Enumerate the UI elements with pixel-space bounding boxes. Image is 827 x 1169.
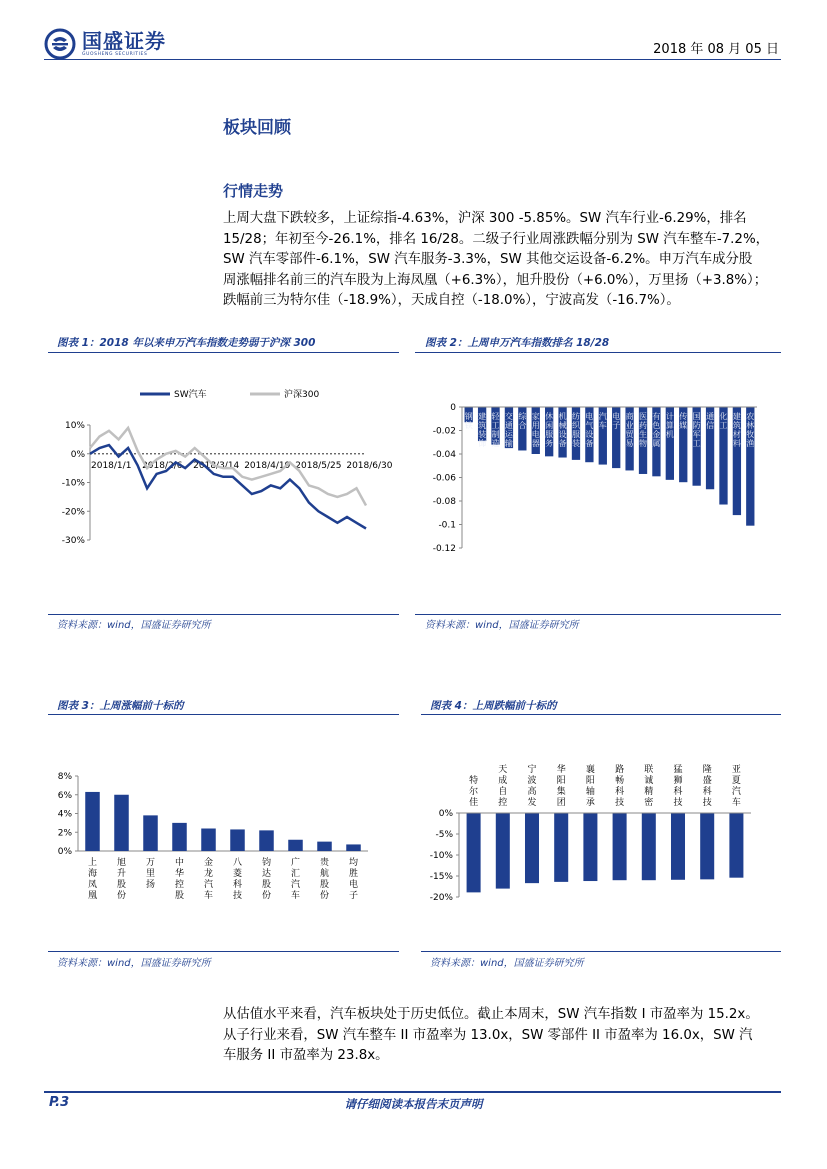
category-label: 车: [731, 798, 741, 808]
category-label: 控: [174, 880, 185, 890]
category-label: 华: [556, 765, 566, 775]
category-label: 汽: [290, 880, 301, 890]
category-label: 车: [598, 421, 607, 430]
category-label: 技: [673, 798, 683, 808]
category-label: 算: [665, 421, 674, 430]
category-label: 汽: [598, 412, 607, 421]
legend-label: SW汽车: [174, 390, 207, 400]
page-number: P.3: [49, 1095, 70, 1110]
y-tick-label: -15%: [429, 872, 453, 882]
y-tick-label: -0.04: [432, 450, 456, 460]
figure3-bottom-rule: [48, 951, 399, 952]
bar: [496, 813, 510, 889]
category-label: 团: [556, 798, 566, 808]
y-tick-label: -5%: [435, 830, 453, 840]
category-label: 龙: [203, 869, 214, 879]
x-tick-label: 2018/6/30: [346, 460, 393, 471]
category-label: 轻: [491, 412, 500, 421]
category-label: 属: [652, 439, 661, 448]
category-label: 凰: [87, 891, 98, 901]
paragraph-line: 15/28；年初至今-26.1%，排名 16/28。二级子行业周涨跌幅分别为 SW 汽车整车-7.2%，: [223, 231, 770, 247]
category-label: 钧: [261, 858, 272, 868]
category-label: 计: [665, 412, 674, 421]
category-label: 佳: [469, 798, 479, 808]
category-label: 防: [692, 421, 701, 430]
paragraph-line: 车服务 II 市盈率为 23.8x。: [223, 1048, 389, 1063]
y-tick-label: -30%: [61, 536, 85, 546]
y-tick-label: -20%: [429, 893, 453, 903]
category-label: 升: [116, 869, 127, 879]
category-label: 医: [639, 412, 648, 421]
bar: [259, 830, 274, 851]
paragraph-line: 跌幅前三为特尔佳（-18.9%），天成自控（-18.0%），宁波高发（-16.7%）。: [223, 293, 680, 308]
category-label: 金: [652, 430, 661, 439]
figure2-title: 图表 2：上周申万汽车指数排名 18/28: [425, 337, 610, 349]
category-label: 钢: [464, 412, 473, 421]
bar: [230, 829, 245, 851]
category-label: 易: [625, 439, 634, 448]
y-tick-label: -20%: [61, 507, 85, 518]
category-label: 农: [746, 412, 755, 421]
category-label: 轴: [585, 787, 595, 797]
category-label: 器: [531, 439, 540, 448]
category-label: 科: [673, 787, 683, 797]
category-label: 胜: [348, 869, 359, 879]
category-label: 机: [665, 430, 674, 439]
category-label: 达: [261, 869, 272, 879]
figure2-bottom-rule: [415, 614, 781, 615]
category-label: 股: [261, 880, 272, 890]
category-label: 军: [692, 430, 701, 439]
category-label: 盛: [702, 776, 712, 786]
category-label: 扬: [145, 880, 156, 890]
series-line: [90, 445, 366, 528]
category-label: 牧: [746, 430, 755, 439]
y-tick-label: -0.12: [432, 544, 456, 554]
category-label: 工: [692, 439, 701, 448]
bar: [467, 813, 481, 892]
category-label: 汽: [203, 880, 214, 890]
category-label: 渔: [746, 439, 755, 448]
figure3-title: 图表 3：上周涨幅前十标的: [57, 700, 184, 712]
category-label: 气: [585, 421, 594, 430]
y-tick-label: 8%: [57, 772, 72, 782]
category-label: 承: [585, 798, 595, 808]
category-label: 子: [612, 421, 621, 430]
bar: [583, 813, 597, 881]
category-label: 贸: [625, 430, 634, 439]
category-label: 汇: [290, 869, 301, 879]
category-label: 猛: [673, 765, 683, 775]
category-label: 通: [706, 412, 715, 421]
category-label: 宁: [527, 765, 537, 775]
logo-subtext: GUOSHENG SECURITIES: [82, 51, 148, 57]
category-label: 通: [504, 421, 513, 430]
bar: [642, 813, 656, 880]
category-label: 有: [652, 412, 661, 421]
category-label: 械: [558, 421, 567, 430]
category-label: 运: [504, 430, 513, 439]
category-label: 发: [527, 798, 537, 808]
category-label: 技: [615, 798, 625, 808]
y-tick-label: 10%: [64, 421, 85, 431]
category-label: 控: [498, 798, 508, 808]
y-tick-label: 4%: [57, 809, 72, 820]
category-label: 技: [702, 798, 712, 808]
bar: [114, 795, 129, 851]
category-label: 畅: [615, 776, 625, 786]
disclaimer-note: 请仔细阅读本报告末页声明: [344, 1097, 483, 1111]
category-label: 输: [504, 439, 513, 448]
header-divider: [44, 59, 781, 60]
category-label: 业: [625, 421, 634, 430]
y-tick-label: -0.08: [432, 497, 456, 507]
category-label: 装: [571, 439, 580, 448]
y-tick-label: -0.1: [438, 520, 456, 531]
category-label: 化: [719, 412, 728, 421]
bar: [143, 815, 158, 851]
category-label: 电: [585, 412, 594, 421]
figure1-top-rule: [48, 352, 399, 353]
category-label: 里: [145, 869, 156, 879]
y-tick-label: 0%: [438, 809, 453, 819]
bar: [613, 813, 627, 880]
figure1-source: 资料来源：wind，国盛证券研究所: [57, 620, 211, 631]
category-label: 科: [702, 787, 712, 797]
figure1-title: 图表 1：2018 年以来申万汽车指数走势弱于沪深 300: [57, 337, 316, 349]
market-review-paragraph: [223, 209, 783, 312]
category-label: 料: [732, 439, 741, 448]
category-label: 纺: [571, 412, 580, 421]
bar: [346, 844, 361, 851]
category-label: 股: [116, 880, 127, 890]
category-label: 电: [612, 412, 621, 421]
category-label: 密: [644, 798, 654, 808]
bar: [671, 813, 685, 880]
x-tick-label: 2018/3/14: [193, 460, 240, 471]
bar: [729, 813, 743, 878]
y-tick-label: 6%: [57, 790, 72, 801]
category-label: 份: [319, 891, 330, 901]
figure4-bottom-rule: [421, 951, 781, 952]
category-label: 特: [469, 776, 479, 786]
category-label: 精: [644, 787, 654, 797]
category-label: 份: [116, 891, 127, 901]
category-label: 航: [319, 869, 330, 879]
category-label: 中: [174, 858, 185, 868]
category-label: 诚: [644, 776, 654, 786]
category-label: 电: [348, 880, 359, 890]
y-tick-label: 0: [450, 403, 456, 413]
logo-mark-icon: [44, 28, 76, 60]
category-label: 设: [558, 430, 567, 439]
category-label: 科: [232, 880, 243, 890]
category-label: 科: [615, 787, 625, 797]
report-date: 2018 年 08 月 05 日: [653, 42, 779, 57]
bar: [172, 823, 187, 851]
section-title: 板块回顾: [223, 118, 291, 138]
category-label: 隆: [702, 765, 712, 775]
category-label: 旭: [116, 858, 127, 868]
y-tick-label: 2%: [57, 828, 72, 839]
category-label: 务: [545, 439, 554, 448]
category-label: 电: [531, 430, 540, 439]
legend-label: 沪深300: [284, 390, 320, 400]
category-label: 造: [491, 439, 500, 448]
category-label: 尔: [469, 787, 479, 797]
category-label: 联: [644, 765, 654, 775]
y-tick-label: -0.06: [432, 473, 456, 484]
x-tick-label: 2018/5/25: [295, 460, 342, 471]
category-label: 用: [531, 421, 540, 430]
bar: [525, 813, 539, 883]
figure2-source: 资料来源：wind，国盛证券研究所: [425, 620, 579, 631]
category-label: 夏: [731, 776, 741, 786]
valuation-paragraph: [223, 1005, 783, 1067]
category-label: 休: [545, 412, 554, 421]
figure4-source: 资料来源：wind，国盛证券研究所: [430, 958, 584, 969]
category-label: 股: [174, 891, 185, 901]
figure3-top-rule: [48, 714, 399, 715]
category-label: 生: [639, 430, 648, 439]
category-label: 金: [203, 858, 214, 868]
bar: [288, 840, 303, 851]
category-label: 八: [232, 858, 243, 868]
category-label: 上: [87, 858, 98, 868]
category-label: 商: [625, 412, 634, 421]
figure1-bottom-rule: [48, 614, 399, 615]
x-tick-label: 2018/4/19: [244, 460, 291, 471]
category-label: 林: [746, 421, 755, 430]
category-label: 路: [615, 765, 625, 775]
figure4-bar-chart: [421, 716, 781, 950]
category-label: 饰: [478, 439, 487, 448]
category-label: 子: [348, 891, 359, 901]
figure4-title: 图表 4：上周跌幅前十标的: [430, 700, 557, 712]
figure3-bar-chart: [48, 716, 399, 950]
footer-divider: [44, 1091, 781, 1093]
figure2-top-rule: [415, 352, 781, 353]
category-label: 贵: [319, 858, 330, 868]
category-label: 铁: [464, 421, 473, 430]
bar: [700, 813, 714, 879]
logo-text: 国盛证券: [82, 28, 166, 53]
y-tick-label: -10%: [429, 851, 453, 861]
category-label: 建: [478, 412, 487, 421]
x-tick-label: 2018/2/6: [142, 460, 183, 471]
category-label: 海: [87, 869, 98, 879]
category-label: 均: [348, 858, 359, 868]
category-label: 股: [319, 880, 330, 890]
category-label: 材: [732, 430, 741, 439]
category-label: 高: [527, 787, 537, 797]
category-label: 华: [174, 869, 185, 879]
y-tick-label: 0%: [70, 449, 85, 460]
category-label: 集: [556, 787, 566, 797]
category-label: 凤: [87, 880, 98, 890]
category-label: 建: [732, 412, 741, 421]
figure1-line-chart: [48, 355, 399, 613]
y-tick-label: -10%: [61, 478, 85, 489]
category-label: 交: [504, 412, 513, 421]
y-tick-label: -0.02: [432, 426, 456, 437]
bar: [201, 829, 216, 852]
bar: [85, 792, 100, 851]
paragraph-line: 上周大盘下跌较多，上证综指-4.63%，沪深 300 -5.85%。SW 汽车行业-6.29%，排名: [223, 211, 747, 226]
category-label: 国: [692, 412, 701, 421]
category-label: 传: [679, 412, 688, 421]
category-label: 物: [639, 439, 648, 448]
category-label: 广: [290, 858, 301, 868]
figure3-source: 资料来源：wind，国盛证券研究所: [57, 958, 211, 969]
bar: [554, 813, 568, 882]
x-tick-label: 2018/1/1: [91, 460, 132, 471]
category-label: 万: [145, 858, 156, 868]
paragraph-line: 周涨幅排名前三的汽车股为上海凤凰（+6.3%），旭升股份（+6.0%），万里扬（+3.8%）；: [223, 272, 768, 288]
category-label: 天: [498, 765, 508, 775]
category-label: 成: [498, 776, 508, 786]
figure4-top-rule: [421, 714, 781, 715]
category-label: 装: [478, 430, 487, 439]
category-label: 服: [545, 430, 554, 439]
category-label: 信: [706, 421, 715, 430]
category-label: 亚: [731, 765, 741, 775]
category-label: 菱: [232, 869, 243, 879]
bar: [317, 842, 332, 851]
category-label: 工: [719, 421, 728, 430]
figure2-bar-chart: [415, 355, 781, 613]
category-label: 份: [261, 891, 272, 901]
y-tick-label: 0%: [57, 847, 72, 857]
category-label: 车: [203, 891, 214, 901]
category-label: 机: [558, 412, 567, 421]
category-label: 波: [527, 776, 537, 786]
paragraph-line: 从估值水平来看，汽车板块处于历史低位。截止本周末，SW 汽车指数 I 市盈率为 15.2x。: [223, 1007, 759, 1022]
category-label: 家: [531, 412, 540, 421]
category-label: 备: [585, 439, 594, 448]
category-label: 服: [571, 430, 580, 439]
category-label: 筑: [732, 421, 741, 430]
category-label: 备: [558, 439, 567, 448]
category-label: 狮: [673, 776, 683, 786]
category-label: 合: [518, 421, 527, 430]
category-label: 综: [518, 412, 527, 421]
category-label: 色: [652, 421, 661, 430]
category-label: 设: [585, 430, 594, 439]
paragraph-line: SW 汽车零部件-6.1%，SW 汽车服务-3.3%，SW 其他交运设备-6.2%。申万汽车成分股: [223, 252, 753, 267]
company-logo: [44, 27, 184, 61]
category-label: 药: [639, 421, 648, 430]
category-label: 筑: [478, 421, 487, 430]
category-label: 闲: [545, 421, 554, 430]
section-subtitle: 行情走势: [223, 182, 284, 200]
category-label: 自: [498, 787, 508, 797]
category-label: 阳: [556, 776, 566, 786]
category-label: 技: [232, 891, 243, 901]
category-label: 制: [491, 430, 500, 439]
paragraph-line: 从子行业来看，SW 汽车整车 II 市盈率为 13.0x，SW 零部件 II 市盈率为 16.0x，SW 汽: [223, 1027, 753, 1043]
category-label: 工: [491, 421, 500, 430]
category-label: 织: [571, 421, 580, 430]
category-label: 汽: [731, 787, 741, 797]
category-label: 阳: [585, 776, 595, 786]
category-label: 襄: [585, 765, 595, 775]
category-label: 车: [290, 891, 301, 901]
category-label: 媒: [679, 421, 688, 430]
